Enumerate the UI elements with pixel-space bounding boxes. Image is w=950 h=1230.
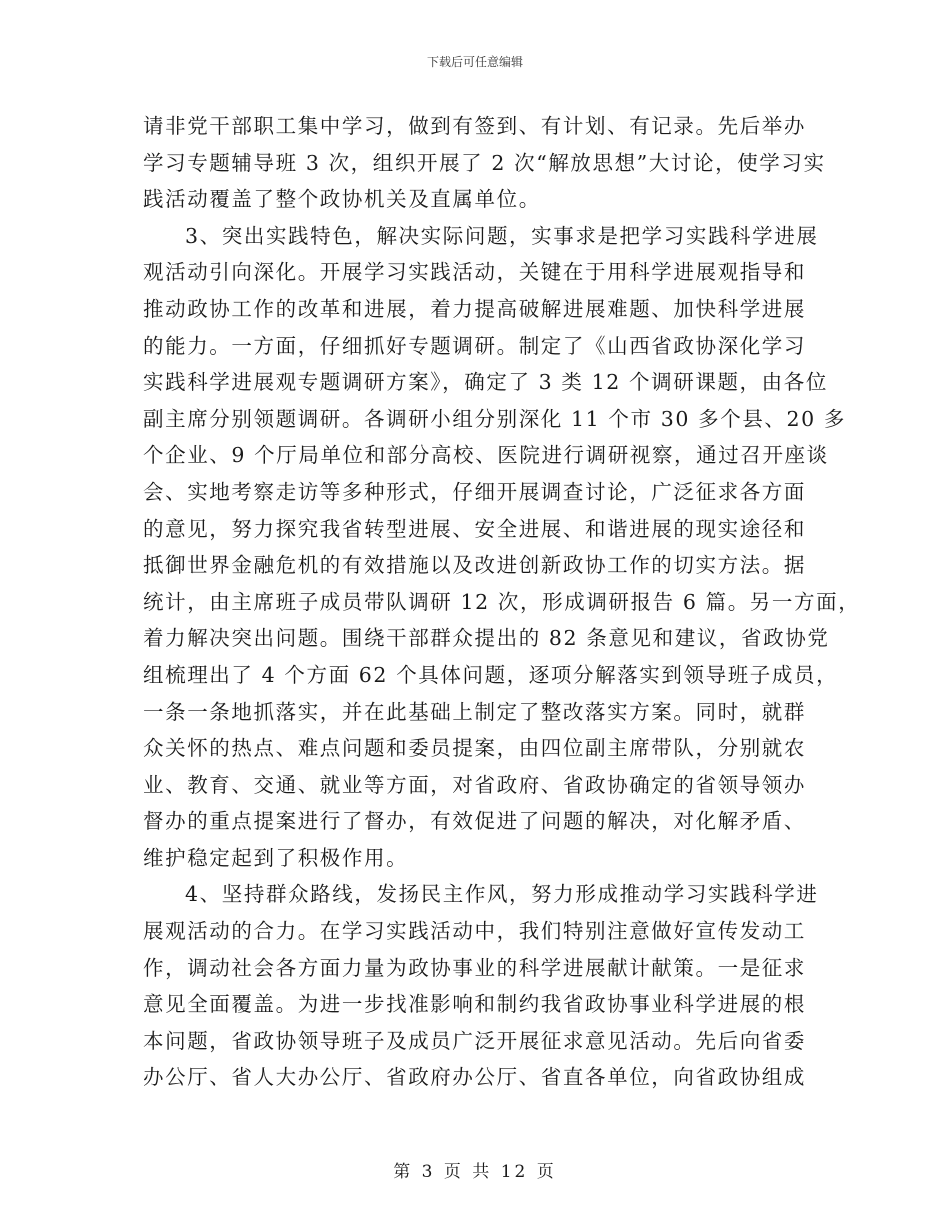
page-header: 下载后可任意编辑 [426,55,523,69]
paragraph [143,876,819,1096]
page-footer: 第 3 页 共 12 页 [393,1162,557,1182]
text-line: 着力解决突出问题。围绕干部群众提出的 82 条意见和建议，省政协党 [143,626,830,651]
text-line: 践活动覆盖了整个政协机关及直属单位。 [143,187,541,212]
text-line: 的能力。一方面，仔细抓好专题调研。制定了《山西省政协深化学习 [143,333,806,358]
text-line: 业、教育、交通、就业等方面，对省政府、省政协确定的省领导领办 [143,772,806,797]
text-line: 的意见，努力探究我省转型进展、安全进展、和谐进展的现实途径和 [143,516,806,541]
paragraph [143,108,826,218]
text-line: 展观活动的合力。在学习实践活动中，我们特别注意做好宣传发动工 [143,919,806,944]
text-line: 观活动引向深化。开展学习实践活动，关键在于用科学进展观指导和 [143,260,806,285]
paragraph [143,218,861,877]
text-line: 推动政协工作的改革和进展，着力提高破解进展难题、加快科学进展 [143,296,806,321]
text-line: 统计，由主席班子成员带队调研 12 次，形成调研报告 6 篇。另一方面， [143,589,861,614]
text-line: 副主席分别领题调研。各调研小组分别深化 11 个市 30 多个县、20 多 [143,406,847,431]
document-body [143,108,861,1096]
text-line: 一条一条地抓落实，并在此基础上制定了整改落实方案。同时，就群 [143,699,806,724]
text-line: 个企业、9 个厅局单位和部分高校、医院进行调研视察，通过召开座谈 [143,443,829,468]
text-line: 请非党干部职工集中学习，做到有签到、有计划、有记录。先后举办 [143,114,806,138]
text-line: 维护稳定起到了积极作用。 [143,845,409,870]
text-line: 4、坚持群众路线，发扬民主作风，努力形成推动学习实践科学进 [185,882,819,907]
text-line: 作，调动社会各方面力量为政协事业的科学进展献计献策。一是征求 [143,955,806,980]
text-line: 实践科学进展观专题调研方案》，确定了 3 类 12 个调研课题，由各位 [143,370,828,395]
text-line: 督办的重点提案进行了督办，有效促进了问题的解决，对化解矛盾、 [143,809,806,834]
text-line: 3、突出实践特色，解决实际问题，实事求是把学习实践科学进展 [185,223,819,248]
text-line: 本问题，省政协领导班子及成员广泛开展征求意见活动。先后向省委 [143,1028,806,1053]
text-line: 会、实地考察走访等多种形式，仔细开展调查讨论，广泛征求各方面 [143,479,806,504]
text-line: 组梳理出了 4 个方面 62 个具体问题，逐项分解落实到领导班子成员， [143,662,839,687]
text-line: 众关怀的热点、难点问题和委员提案，由四位副主席带队，分别就农 [143,736,806,761]
text-line: 学习专题辅导班 3 次，组织开展了 2 次“解放思想”大讨论，使学习实 [143,150,826,175]
text-line: 办公厅、省人大办公厅、省政府办公厅、省直各单位，向省政协组成 [143,1065,806,1090]
text-line: 抵御世界金融危机的有效措施以及改进创新政协工作的切实方法。据 [143,553,806,578]
text-line: 意见全面覆盖。为进一步找准影响和制约我省政协事业科学进展的根 [143,992,806,1017]
